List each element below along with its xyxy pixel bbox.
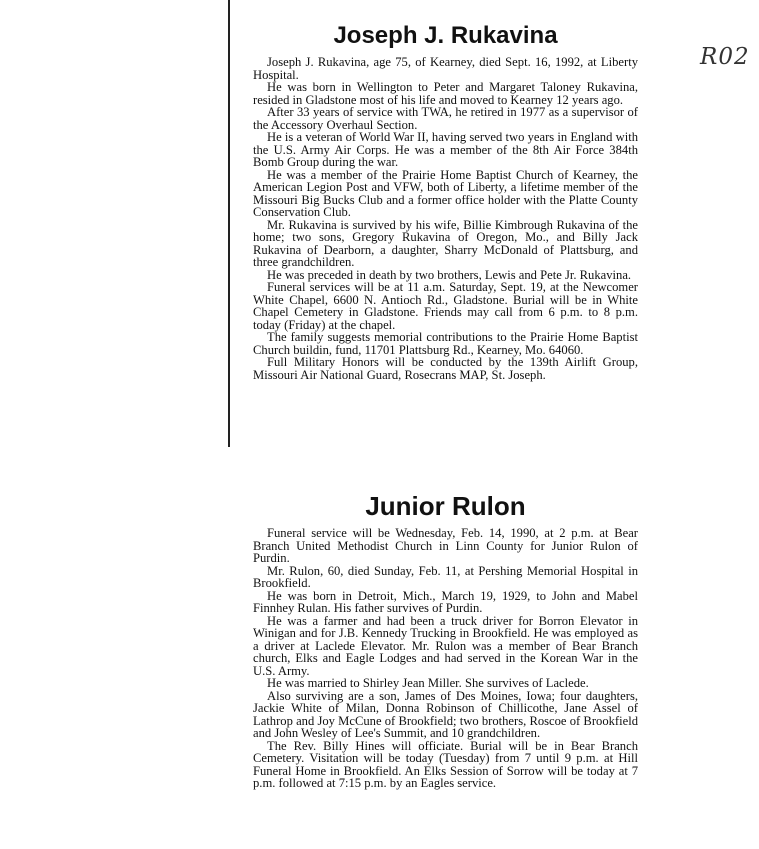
obituary-paragraph: Also surviving are a son, James of Des Moines, Iowa; four daughters, Jackie White of Milan, Donna Robinson of Chillicothe, Jane Assel of Lathrop and Joy McCune of Brookfield; two brothers, Roscoe of Brookfield and John Wesley of Lee's Summit, and 10 grandchildren.	[253, 688, 638, 740]
obituary-paragraph: He was born in Detroit, Mich., March 19, 1929, to John and Mabel Finnhey Rulan. His father survives of Purdin.	[253, 588, 638, 615]
obituary-rukavina	[253, 22, 638, 381]
obituary-paragraph: He was a farmer and had been a truck driver for Borron Elevator in Winigan and for J.B. Kennedy Trucking in Brookfield. He was employed as a driver at Laclede Elevator. Mr. Rulon was a member of Bear Branch church, Elks and Eagle Lodges and had served in the Korean War in the U.S. Army.	[253, 613, 638, 678]
obituary-paragraph: The family suggests memorial contributions to the Prairie Home Baptist Church buildin, fund, 11701 Plattsburg Rd., Kearney, Mo. 64060.	[253, 330, 638, 357]
obituary-headline: Joseph J. Rukavina	[333, 22, 558, 49]
obituary-paragraph: He is a veteran of World War II, having served two years in England with the U.S. Army Air Corps. He was a member of the 8th Air Force 384th Bomb Group during the war.	[253, 130, 638, 169]
obituary-headline: Junior Rulon	[365, 491, 526, 521]
obituary-paragraph: The Rev. Billy Hines will officiate. Burial will be in Bear Branch Cemetery. Visitation will be today (Tuesday) from 7 until 9 p.m. at Hill Funeral Home in Brookfield. An Elks Session of Sorrow will be today at 7 p.m. followed at 7:15 p.m. by an Eagles service.	[253, 738, 638, 790]
handwritten-margin-note: R02	[700, 44, 750, 70]
obituary-paragraph: Funeral services will be at 11 a.m. Saturday, Sept. 19, at the Newcomer White Chapel, 6600 N. Antioch Rd., Gladstone. Burial will be in White Chapel Cemetery in Gladstone. Friends may call from 6 p.m. to 8 p.m. today (Friday) at the chapel.	[253, 280, 638, 332]
obituary-paragraph: Full Military Honors will be conducted by the 139th Airlift Group, Missouri Air National Guard, Rosecrans MAP, St. Joseph.	[253, 355, 638, 382]
obituary-paragraph: He was married to Shirley Jean Miller. She survives of Laclede.	[267, 676, 589, 690]
clipping-border-line	[228, 0, 230, 447]
obituary-paragraph: Mr. Rukavina is survived by his wife, Billie Kimbrough Rukavina of the home; two sons, Gregory Rukavina of Oregon, Mo., and Billy Jack Rukavina of Dearborn, a daughter, Sharry McDonald of Plattsburg, and three grandchildren.	[253, 217, 638, 269]
obituary-paragraph: He was preceded in death by two brothers, Lewis and Pete Jr. Rukavina.	[267, 267, 632, 282]
obituary-paragraph: He was born in Wellington to Peter and Margaret Taloney Rukavina, resided in Gladstone most of his life and moved to Kearney 12 years ago.	[253, 80, 638, 107]
obituary-paragraph: He was a member of the Prairie Home Baptist Church of Kearney, the American Legion Post and VFW, both of Liberty, a lifetime member of the Missouri Big Bucks Club and a former office holder with the Platte County Conservation Club.	[253, 167, 638, 219]
obituary-paragraph: Mr. Rulon, 60, died Sunday, Feb. 11, at Pershing Memorial Hospital in Brookfield.	[253, 563, 638, 590]
obituary-paragraph: Joseph J. Rukavina, age 75, of Kearney, died Sept. 16, 1992, at Liberty Hospital.	[253, 55, 638, 82]
obituary-rulon	[253, 491, 638, 790]
obituary-paragraph: Funeral service will be Wednesday, Feb. 14, 1990, at 2 p.m. at Bear Branch United Methodist Church in Linn County for Junior Rulon of Purdin.	[253, 526, 638, 565]
obituary-paragraph: After 33 years of service with TWA, he retired in 1977 as a supervisor of the Accessory Overhaul Section.	[253, 105, 638, 132]
